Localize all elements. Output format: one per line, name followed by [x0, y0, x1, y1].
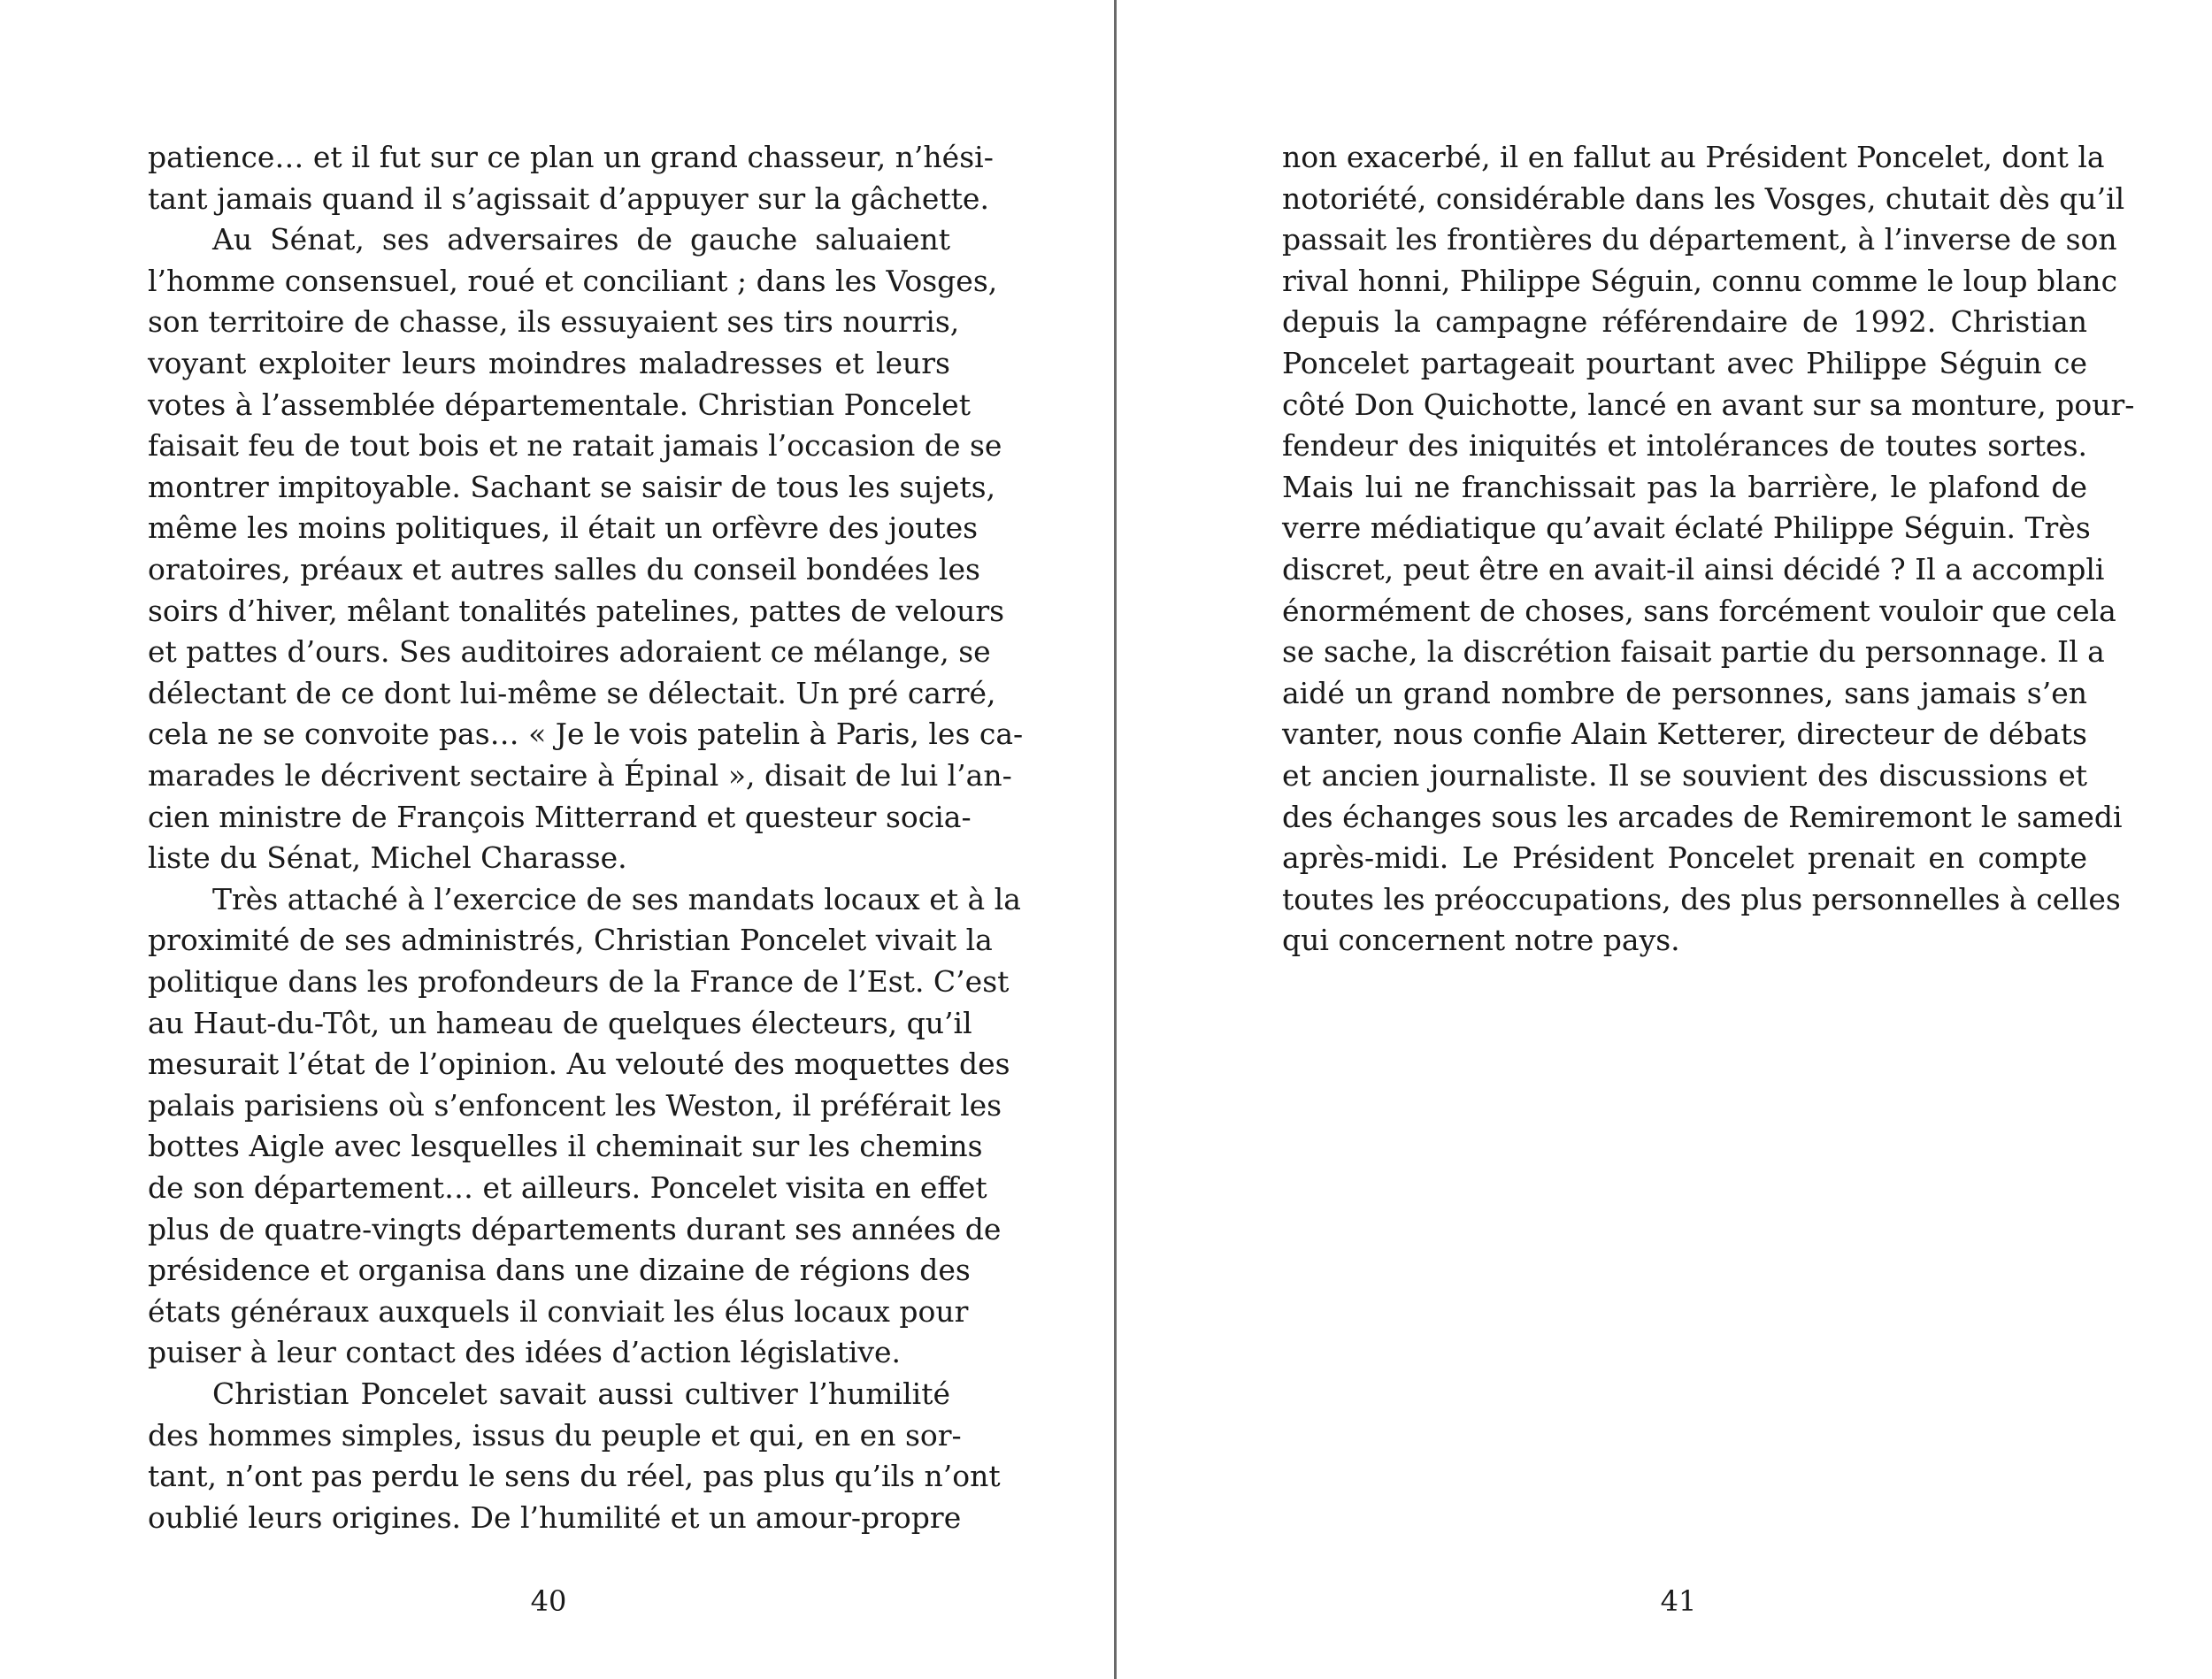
text-line: bottes Aigle avec lesquelles il cheminait sur les chemins: [148, 1129, 983, 1163]
text-line: liste du Sénat, Michel Charasse.: [148, 840, 627, 875]
text-line: son territoire de chasse, ils essuyaient ses tirs nourris,: [148, 304, 960, 339]
text-line: toutes les préoccupations, des plus personnelles à celles: [1282, 882, 2121, 916]
page-number-left: 40: [530, 1584, 567, 1618]
text-line: de son département… et ailleurs. Poncelet visita en effet: [148, 1170, 987, 1205]
text-line: énormément de choses, sans forcément vouloir que cela: [1282, 594, 2116, 628]
text-line: tant jamais quand il s’agissait d’appuyer sur la gâchette.: [148, 181, 989, 216]
text-line: montrer impitoyable. Sachant se saisir de tous les sujets,: [148, 470, 996, 504]
text-line: après-midi. Le Président Poncelet prenait en compte: [1282, 840, 2087, 875]
text-line: discret, peut être en avait-il ainsi décidé ? Il a accompli: [1282, 552, 2105, 586]
right-page: [1117, 0, 2212, 1679]
text-line: proximité de ses administrés, Christian Poncelet vivait la: [148, 923, 993, 957]
text-line: Poncelet partageait pourtant avec Philippe Séguin ce: [1282, 346, 2087, 380]
text-line: votes à l’assemblée départementale. Christian Poncelet: [148, 387, 971, 422]
text-line: non exacerbé, il en fallut au Président Poncelet, dont la: [1282, 140, 2105, 174]
text-line: cela ne se convoite pas… « Je le vois patelin à Paris, les ca-: [148, 717, 1024, 751]
text-line: marades le décrivent sectaire à Épinal », disait de lui l’an-: [148, 758, 1012, 793]
page-number-right: 41: [1660, 1584, 1697, 1618]
text-line: patience… et il fut sur ce plan un grand chasseur, n’hési-: [148, 140, 994, 174]
text-line: fendeur des iniquités et intolérances de toutes sortes.: [1282, 428, 2087, 463]
text-line: vanter, nous confie Alain Ketterer, directeur de débats: [1282, 717, 2087, 751]
text-line: depuis la campagne référendaire de 1992. Christian: [1282, 304, 2087, 339]
text-line: plus de quatre-vingts départements durant ses années de: [148, 1212, 1002, 1246]
text-line: et pattes d’ours. Ses auditoires adoraient ce mélange, se: [148, 634, 991, 669]
text-line: soirs d’hiver, mêlant tonalités patelines, pattes de velours: [148, 594, 1005, 628]
text-line: délectant de ce dont lui-même se délectait. Un pré carré,: [148, 676, 996, 710]
text-line: et ancien journaliste. Il se souvient des discussions et: [1282, 758, 2087, 793]
text-line: même les moins politiques, il était un orfèvre des joutes: [148, 510, 979, 545]
text-line: oratoires, préaux et autres salles du conseil bondées les: [148, 552, 980, 586]
text-line: des échanges sous les arcades de Remiremont le samedi: [1282, 800, 2123, 834]
text-line: notoriété, considérable dans les Vosges, chutait dès qu’il: [1282, 181, 2125, 216]
text-line: mesurait l’état de l’opinion. Au velouté des moquettes des: [148, 1046, 1010, 1081]
text-line: côté Don Quichotte, lancé en avant sur sa monture, pour-: [1282, 387, 2135, 422]
text-line: faisait feu de tout bois et ne ratait jamais l’occasion de se: [148, 428, 1002, 463]
text-line: Très attaché à l’exercice de ses mandats locaux et à la: [212, 882, 1021, 916]
text-line: oublié leurs origines. De l’humilité et un amour-propre: [148, 1500, 962, 1535]
text-line: politique dans les profondeurs de la France de l’Est. C’est: [148, 964, 1010, 999]
text-line: l’homme consensuel, roué et conciliant ; dans les Vosges,: [148, 264, 998, 298]
text-line: se sache, la discrétion faisait partie du personnage. Il a: [1282, 634, 2105, 669]
text-line: rival honni, Philippe Séguin, connu comme le loup blanc: [1282, 264, 2118, 298]
text-line: des hommes simples, issus du peuple et qui, en en sor-: [148, 1418, 962, 1453]
text-line: verre médiatique qu’avait éclaté Philippe Séguin. Très: [1282, 510, 2091, 545]
text-line: Mais lui ne franchissait pas la barrière, le plafond de: [1282, 470, 2087, 504]
text-line: Au Sénat, ses adversaires de gauche saluaient: [212, 222, 950, 257]
text-line: qui concernent notre pays.: [1282, 923, 1680, 957]
text-line: palais parisiens où s’enfoncent les Weston, il préférait les: [148, 1088, 1002, 1123]
text-line: aidé un grand nombre de personnes, sans jamais s’en: [1282, 676, 2087, 710]
text-line: présidence et organisa dans une dizaine de régions des: [148, 1253, 971, 1287]
text-line: Christian Poncelet savait aussi cultiver l’humilité: [212, 1376, 950, 1411]
text-line: cien ministre de François Mitterrand et questeur socia-: [148, 800, 972, 834]
text-line: au Haut-du-Tôt, un hameau de quelques électeurs, qu’il: [148, 1006, 972, 1040]
text-line: passait les frontières du département, à l’inverse de son: [1282, 222, 2117, 257]
text-line: puiser à leur contact des idées d’action législative.: [148, 1335, 902, 1369]
text-line: voyant exploiter leurs moindres maladresses et leurs: [148, 346, 950, 380]
text-line: états généraux auxquels il conviait les élus locaux pour: [148, 1294, 969, 1329]
text-line: tant, n’ont pas perdu le sens du réel, pas plus qu’ils n’ont: [148, 1459, 1001, 1493]
